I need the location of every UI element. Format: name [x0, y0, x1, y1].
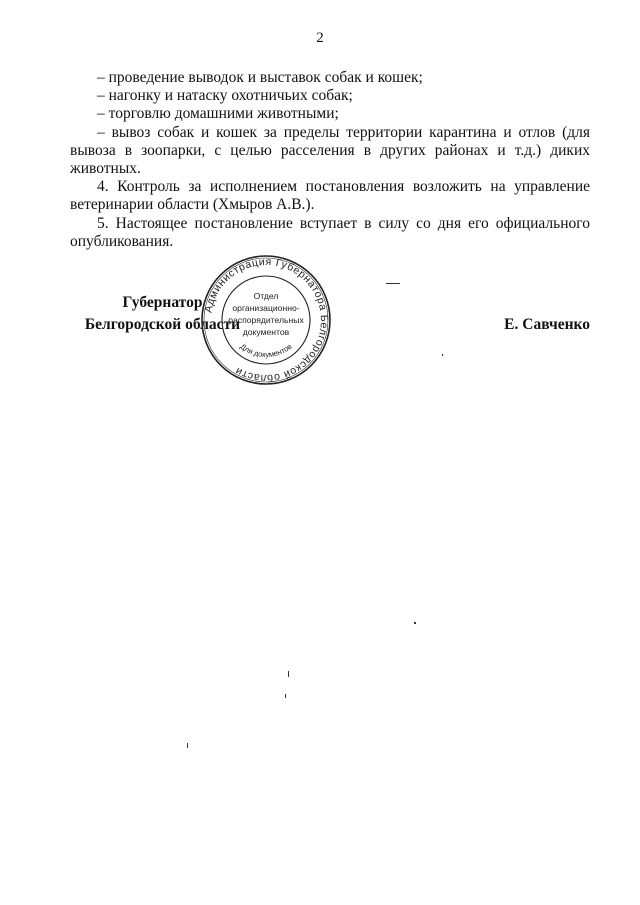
scan-speck: [285, 694, 286, 698]
list-item: – торговлю домашними животными;: [97, 105, 339, 123]
scan-speck: [288, 671, 289, 677]
stamp-center-line: Отдел: [253, 291, 279, 301]
official-stamp: [199, 253, 333, 387]
scan-speck: [414, 622, 416, 624]
signatory-title: Губернатор: [122, 294, 203, 311]
scan-speck: [187, 743, 188, 748]
stamp-outer-text: Администрация Губернатора Белгородской области: [202, 255, 331, 385]
paragraph-4: 4. Контроль за исполнением постановления возложить на управление ветеринарии области (Хмыров А.В.).: [70, 178, 590, 214]
paragraph-5: 5. Настоящее постановление вступает в силу со дня его официального опубликования.: [70, 214, 590, 250]
scan-speck: [386, 283, 400, 284]
scan-speck: [442, 354, 443, 356]
signatory-region: Белгородской области: [84, 316, 241, 333]
stamp-center-line: организационно-: [232, 303, 300, 313]
stamp-center-line: документов: [242, 327, 290, 337]
stamp-center-line: распорядительных: [228, 315, 304, 325]
signatory-name: Е. Савченко: [504, 316, 590, 333]
page-number: 2: [316, 30, 324, 46]
list-item: – нагонку и натаску охотничьих собак;: [97, 87, 353, 105]
list-item: – вывоз собак и кошек за пределы территории карантина и отлов (для вывоза в зоопарки, с целью расселения в других районах и т.д.) диких животных.: [70, 123, 590, 178]
list-item: – проведение выводок и выставок собак и кошек;: [97, 69, 423, 86]
document-body: [70, 69, 590, 251]
stamp-bottom-text: Для документов: [238, 341, 294, 360]
